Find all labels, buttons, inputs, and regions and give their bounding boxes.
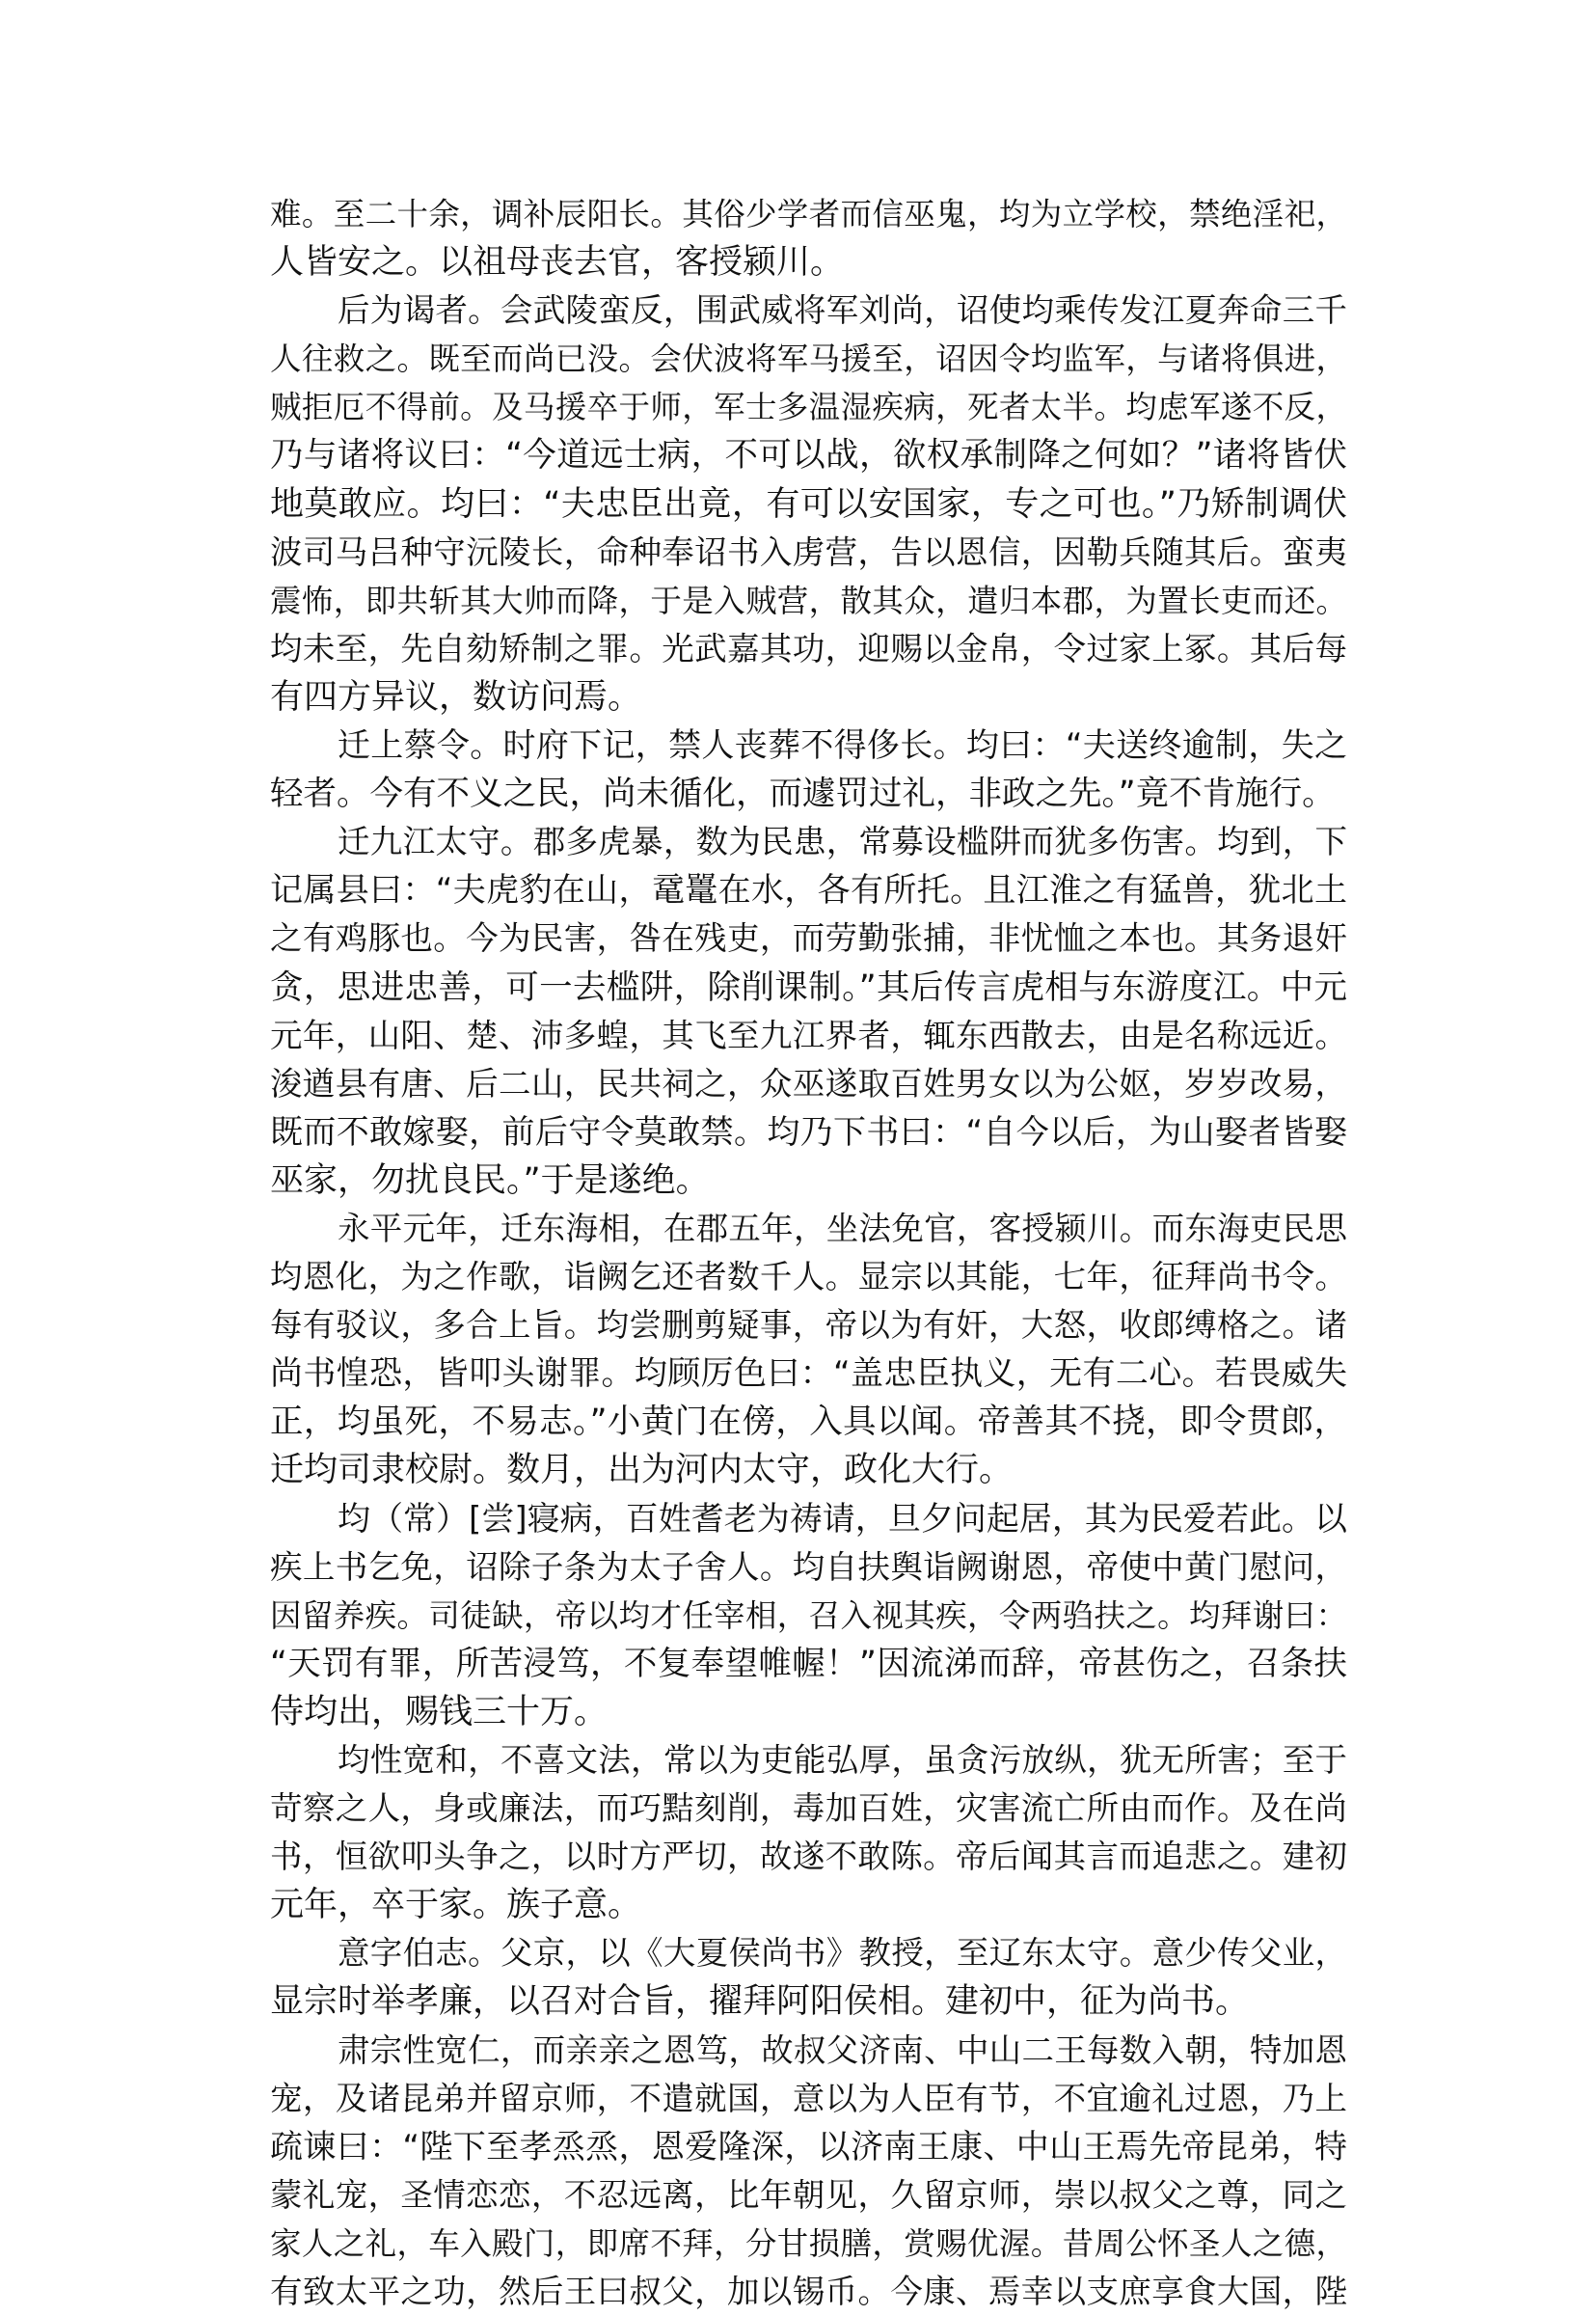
text-line: 意字伯志。父京，以《大夏侯尚书》教授，至辽东太守。意少传父业， — [338, 1934, 1347, 1973]
text-line: 尚书惶恐，皆叩头谢罪。均顾厉色曰：“盖忠臣执义，无有二心。若畏威失 — [270, 1354, 1347, 1394]
paragraph — [270, 1495, 1347, 1736]
text-line: 家人之礼，车入殿门，即席不拜，分甘损膳，赏赐优渥。昔周公怀圣人之德， — [270, 2224, 1347, 2262]
text-line: 正，均虽死，不易志。”小黄门在傍，入具以闻。帝善其不挠，即令贯郎， — [270, 1403, 1347, 1442]
text-line: 蒙礼宠，圣情恋恋，不忍远离，比年朝见，久留京师，崇以叔父之尊，同之 — [270, 2175, 1347, 2214]
text-line: 迁九江太守。郡多虎暴，数为民患，常募设槛阱而犹多伤害。均到，下 — [338, 823, 1347, 861]
text-line: 苛察之人，身或廉法，而巧黠刻削，毒加百姓，灾害流亡所由而作。及在尚 — [270, 1789, 1347, 1828]
paragraph — [270, 1929, 1347, 2026]
text-line: 均恩化，为之作歌，诣阙乞还者数千人。显宗以其能，七年，征拜尚书令。 — [270, 1258, 1347, 1296]
text-line: 显宗时举孝廉，以召对合旨，擢拜阿阳侯相。建初中，征为尚书。 — [270, 1982, 1250, 2022]
text-line: 难。至二十余，调补辰阳长。其俗少学者而信巫鬼，均为立学校，禁绝淫祀， — [270, 196, 1347, 232]
text-line: 有致太平之功，然后王曰叔父，加以锡币。今康、焉幸以支庶享食大国，陛 — [270, 2273, 1347, 2311]
paragraph — [270, 1736, 1347, 1929]
text-line: 均性宽和，不喜文法，常以为吏能弘厚，虽贪污放纵，犹无所害；至于 — [338, 1741, 1347, 1779]
text-line: 因留养疾。司徒缺，帝以均才任宰相，召入视其疾，令两驺扶之。均拜谢曰： — [270, 1596, 1347, 1634]
paragraph — [270, 2027, 1347, 2316]
text-line: 既而不敢嫁娶，前后守令莫敢禁。均乃下书曰：“自今以后，为山娶者皆娶 — [270, 1112, 1347, 1152]
paragraph — [270, 1205, 1347, 1495]
document-page — [270, 190, 1347, 2316]
text-line: 波司马吕种守沅陵长，命种奉诏书入虏营，告以恩信，因勒兵随其后。蛮夷 — [270, 532, 1347, 571]
text-line: 书，恒欲叩头争之，以时方严切，故遂不敢陈。帝后闻其言而追悲之。建初 — [270, 1838, 1347, 1876]
text-line: 乃与诸将议曰：“今道远士病，不可以战，欲权承制降之何如？”诸将皆伏 — [270, 436, 1347, 476]
text-line: 贼拒厄不得前。及马援卒于师，军士多温湿疾病，死者太半。均虑军遂不反， — [270, 389, 1347, 426]
text-line: 迁上蔡令。时府下记，禁人丧葬不得侈长。均曰：“夫送终逾制，失之 — [338, 726, 1347, 766]
text-line: 人皆安之。以祖母丧去官，客授颍川。 — [270, 243, 845, 283]
text-line: 永平元年，迁东海相，在郡五年，坐法免官，客授颍川。而东海吏民思 — [338, 1209, 1347, 1247]
text-line: 人往救之。既至而尚已没。会伏波将军马援至，诏因令均监军，与诸将俱进， — [270, 341, 1347, 378]
paragraph — [270, 722, 1347, 818]
text-line: 均未至，先自劾矫制之罪。光武嘉其功，迎赐以金帛，令过家上冢。其后每 — [270, 629, 1347, 668]
text-line: 地莫敢应。均曰：“夫忠臣出竟，有可以安国家，专之可也。”乃矫制调伏 — [270, 484, 1347, 524]
text-line: 巫家，勿扰良民。”于是遂绝。 — [270, 1160, 710, 1200]
text-line: 均（常）[尝]寝病，百姓耆老为祷请，旦夕问起居，其为民爱若此。以 — [338, 1499, 1347, 1539]
text-line: 后为谒者。会武陵蛮反，围武威将军刘尚，诏使均乘传发江夏奔命三千 — [338, 291, 1347, 330]
text-line: 贪，思进忠善，可一去槛阱，除削课制。”其后传言虎相与东游度江。中元 — [270, 967, 1347, 1007]
text-line: 疾上书乞免，诏除子条为太子舍人。均自扶舆诣阙谢恩，帝使中黄门慰问， — [270, 1547, 1347, 1586]
text-line: 侍均出，赐钱三十万。 — [270, 1692, 609, 1731]
paragraph — [270, 286, 1347, 722]
text-line: 记属县曰：“夫虎豹在山，鼋鼍在水，各有所托。且江淮之有猛兽，犹北土 — [270, 871, 1347, 911]
text-line: 震怖，即共斩其大帅而降，于是入贼营，散其众，遣归本郡，为置长吏而还。 — [270, 582, 1347, 619]
text-line: “天罚有罪，所苦浸笃，不复奉望帷幄！”因流涕而辞，帝甚伤之，召条扶 — [270, 1644, 1347, 1683]
paragraph — [270, 818, 1347, 1205]
text-line: 之有鸡豚也。今为民害，咎在残吏，而劳勤张捕，非忧恤之本也。其务退奸 — [270, 919, 1347, 958]
text-line: 迁均司隶校尉。数月，出为河内太守，政化大行。 — [270, 1451, 1014, 1490]
text-line: 元年，卒于家。族子意。 — [270, 1886, 642, 1925]
text-line: 轻者。今有不义之民，尚未循化，而遽罚过礼，非政之先。”竟不肯施行。 — [270, 775, 1336, 814]
text-line: 每有驳议，多合上旨。均尝删剪疑事，帝以为有奸，大怒，收郎缚格之。诸 — [270, 1306, 1347, 1345]
text-line: 浚遒县有唐、后二山，民共祠之，众巫遂取百姓男女以为公妪，岁岁改易， — [270, 1064, 1347, 1103]
text-line: 疏谏曰：“陛下至孝烝烝，恩爱隆深，以济南王康、中山王焉先帝昆弟，特 — [270, 2127, 1347, 2166]
paragraph — [270, 190, 1347, 286]
text-line: 宠，及诸昆弟并留京师，不遣就国，意以为人臣有节，不宜逾礼过恩，乃上 — [270, 2079, 1347, 2117]
text-line: 肃宗性宽仁，而亲亲之恩笃，故叔父济南、中山二王每数入朝，特加恩 — [338, 2030, 1347, 2069]
text-line: 元年，山阳、楚、沛多蝗，其飞至九江界者，辄东西散去，由是名称远近。 — [270, 1016, 1347, 1054]
text-line: 有四方异议，数访问焉。 — [270, 677, 642, 717]
